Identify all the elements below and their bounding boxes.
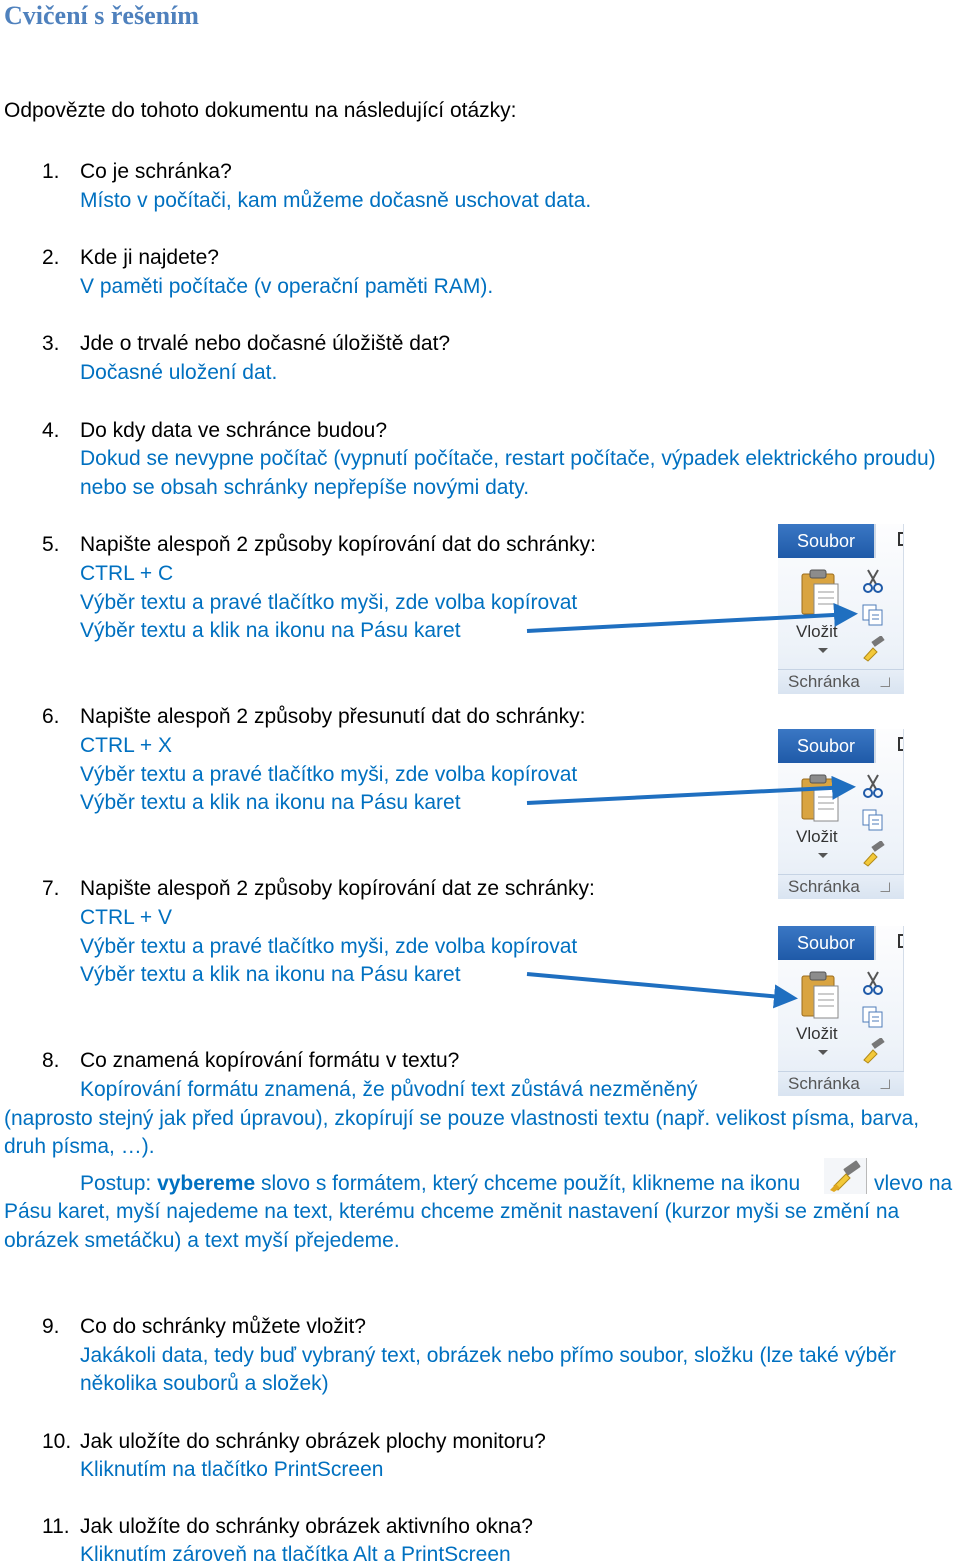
arrow-to-cut [527, 787, 850, 803]
q9-question: Co do schránky můžete vložit? [80, 1315, 366, 1338]
q1-question: Co je schránka? [80, 160, 232, 183]
q6-answer-line2: Výběr textu a pravé tlačítko myši, zde volba kopírovat [80, 763, 578, 786]
q1-answer: Místo v počítači, kam můžeme dočasně uschovat data. [80, 189, 592, 212]
clipboard-group-label: Schránka [788, 672, 860, 691]
q5-answer-line1: CTRL + C [80, 562, 174, 585]
q3-answer: Dočasné uložení dat. [80, 361, 278, 384]
q8-question: Co znamená kopírování formátu v textu? [80, 1049, 460, 1072]
paste-label: Vložit [796, 1024, 838, 1043]
q2-answer: V paměti počítače (v operační paměti RAM). [80, 275, 494, 298]
postup-part2: vlevo na [874, 1172, 953, 1195]
q4-answer-line2: nebo se obsah schránky nepřepíše novými daty. [80, 476, 530, 499]
q10-answer: Kliknutím na tlačítko PrintScreen [80, 1458, 384, 1481]
soubor-tab: Soubor [778, 729, 876, 763]
page-title: Cvičení s řešením [4, 1, 199, 30]
postup-line3: obrázek smetáčku) a text myší přejedeme. [4, 1229, 400, 1252]
q8-answer-line1: Kopírování formátu znamená, že původní text zůstává nezměněný [80, 1078, 698, 1101]
q2-question: Kde ji najdete? [80, 246, 219, 269]
postup-bold: vybereme [157, 1172, 256, 1195]
q6-answer-line1: CTRL + X [80, 734, 172, 757]
q9-number: 9. [42, 1315, 60, 1338]
q11-answer: Kliknutím zároveň na tlačítka Alt a PrintScreen [80, 1543, 511, 1566]
q6-question: Napište alespoň 2 způsoby přesunutí dat do schránky: [80, 705, 586, 728]
q10-number: 10. [42, 1430, 72, 1453]
intro-text: Odpovězte do tohoto dokumentu na následující otázky: [4, 99, 517, 122]
q11-number: 11. [42, 1515, 70, 1538]
q11-question: Jak uložíte do schránky obrázek aktivního okna? [80, 1515, 533, 1538]
soubor-tab: Soubor [778, 524, 876, 558]
q5-number: 5. [42, 533, 60, 556]
q7-answer-line2: Výběr textu a pravé tlačítko myši, zde volba kopírovat [80, 935, 578, 958]
q3-question: Jde o trvalé nebo dočasné úložiště dat? [80, 332, 451, 355]
q8-number: 8. [42, 1049, 60, 1072]
q7-number: 7. [42, 877, 60, 900]
paste-label: Vložit [796, 827, 838, 846]
q8-answer-line3: druh písma, …). [4, 1135, 155, 1158]
q4-question: Do kdy data ve schránce budou? [80, 419, 388, 442]
q5-answer-line2: Výběr textu a pravé tlačítko myši, zde volba kopírovat [80, 591, 578, 614]
q6-number: 6. [42, 705, 60, 728]
postup-line2: Pásu karet, myší najedeme na text, kterému chceme změnit nastavení (kurzor myši se změní na [4, 1200, 900, 1223]
q9-answer-line1: Jakákoli data, tedy buď vybraný text, obrázek nebo přímo soubor, složku (lze také výběr [80, 1344, 896, 1367]
postup-label: Postup: [80, 1172, 152, 1195]
q2-number: 2. [42, 246, 60, 269]
arrow-to-paste [527, 974, 792, 998]
clipboard-group-label: Schránka [788, 1074, 860, 1093]
paste-label: Vložit [796, 622, 838, 641]
q9-answer-line2: několika souborů a složek) [80, 1372, 329, 1395]
q4-number: 4. [42, 419, 60, 442]
q7-answer-line1: CTRL + V [80, 906, 172, 929]
q7-question: Napište alespoň 2 způsoby kopírování dat ze schránky: [80, 877, 595, 900]
soubor-tab: Soubor [778, 926, 876, 960]
postup-part1: slovo s formátem, který chceme použít, klikneme na ikonu [260, 1172, 801, 1195]
q1-number: 1. [42, 160, 60, 183]
q7-answer-line3: Výběr textu a klik na ikonu na Pásu karet [80, 963, 461, 986]
q4-answer-line1: Dokud se nevypne počítač (vypnutí počítače, restart počítače, výpadek elektrického proudu) [80, 447, 936, 470]
q5-question: Napište alespoň 2 způsoby kopírování dat do schránky: [80, 533, 596, 556]
q5-answer-line3: Výběr textu a klik na ikonu na Pásu karet [80, 619, 461, 642]
q6-answer-line3: Výběr textu a klik na ikonu na Pásu karet [80, 791, 461, 814]
q3-number: 3. [42, 332, 60, 355]
arrow-to-copy [527, 614, 852, 631]
q10-question: Jak uložíte do schránky obrázek plochy monitoru? [80, 1430, 546, 1453]
clipboard-group-label: Schránka [788, 877, 860, 896]
q8-answer-line2: (naprosto stejný jak před úpravou), zkopírují se pouze vlastnosti textu (např. velikost písma, barva, [4, 1107, 920, 1130]
